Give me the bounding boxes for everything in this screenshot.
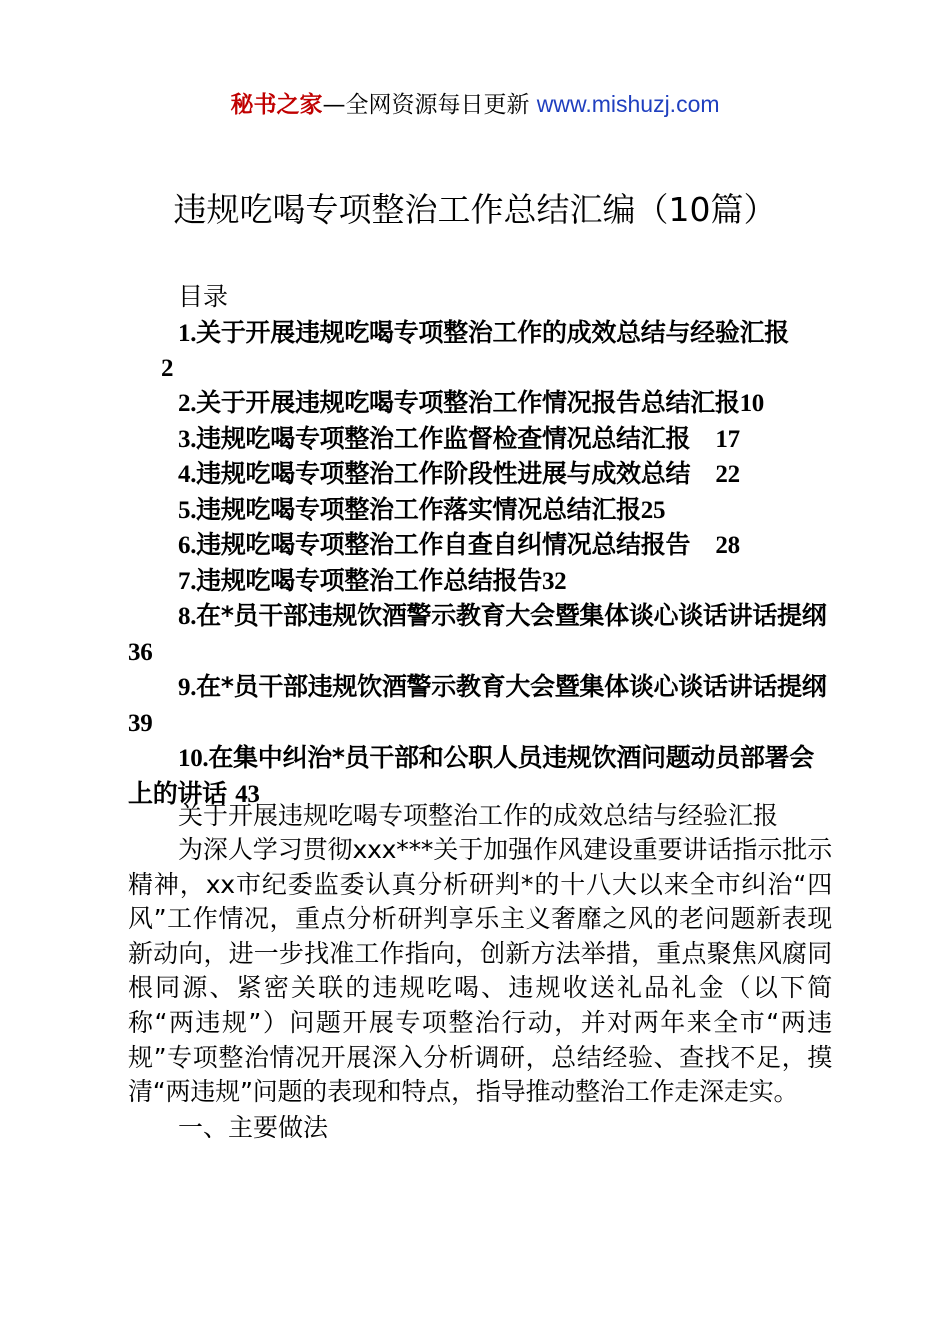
site-banner <box>0 88 950 121</box>
toc-item-number: 9. <box>178 674 197 701</box>
toc-item-number: 5. <box>178 496 197 524</box>
toc-item-page: 25 <box>640 496 666 524</box>
toc-item-number: 3. <box>178 425 197 453</box>
toc-item-text: 违规吃喝专项整治工作落实情况总结汇报 <box>196 494 641 524</box>
toc-item[interactable] <box>128 457 832 493</box>
toc-item-text: 在*员干部违规饮酒警示教育大会暨集体谈心谈话讲话提纲 <box>196 672 827 701</box>
toc-item-number: 6. <box>178 532 197 559</box>
toc-item-text: 在集中纠治*员干部和公职人员违规饮酒问题动员部署会上的讲话 <box>128 743 814 808</box>
toc-item[interactable] <box>128 316 832 386</box>
toc-item-page: 32 <box>541 567 567 595</box>
toc-item-number: 4. <box>178 461 197 488</box>
toc-item[interactable] <box>128 493 832 529</box>
toc-item-page: 43 <box>235 780 260 808</box>
document-body <box>128 798 832 1145</box>
toc-item-page: 36 <box>128 638 153 666</box>
toc-item[interactable] <box>128 599 832 670</box>
toc-item-number: 2. <box>178 390 197 417</box>
toc-item[interactable] <box>128 386 832 422</box>
toc-heading: 目录 <box>178 282 229 311</box>
toc-item[interactable] <box>128 422 832 458</box>
toc-item-page: 39 <box>128 709 153 737</box>
body-paragraph: 为深人学习贯彻xxx***关于加强作风建设重要讲话指示批示精神，xx市纪委监委认真分析研判*的十八大以来全市纠治“四风”工作情况，重点分析研判享乐主义奢靡之风的老问题新表现新动向，进一步找准工作指向，创新方法举措，重点聚焦风腐同根同源、紧密关联的违规吃喝、违规收送礼品礼金（以下简称“两违规”）问题开展专项整治行动，并对两年来全市“两违规”专项整治情况开展深入分析调研，总结经验、查找不足，摸清“两违规”问题的表现和特点，指导推动整治工作走深走实。 <box>128 835 832 1107</box>
section-title: 关于开展违规吃喝专项整治工作的成效总结与经验汇报 <box>178 801 779 830</box>
toc-item-text: 违规吃喝专项整治工作阶段性进展与成效总结 <box>196 459 691 488</box>
banner-tagline: —全网资源每日更新 <box>322 92 530 118</box>
toc-item-text: 违规吃喝专项整治工作总结报告 <box>196 565 542 595</box>
toc-item[interactable] <box>128 528 832 564</box>
toc-item-page: 10 <box>739 390 764 417</box>
document-title: 违规吃喝专项整治工作总结汇编（10篇） <box>173 190 777 229</box>
toc-item-text: 违规吃喝专项整治工作自查自纠情况总结报告 <box>196 530 691 559</box>
toc-item-number: 1. <box>178 320 197 347</box>
toc-item-text: 关于开展违规吃喝专项整治工作情况报告总结汇报 <box>196 388 740 417</box>
toc-item-text: 违规吃喝专项整治工作监督检查情况总结汇报 <box>196 423 691 453</box>
table-of-contents <box>128 316 832 812</box>
toc-item-page: 17 <box>715 425 740 453</box>
banner-brand: 秘书之家 <box>230 92 323 118</box>
toc-item-page: 2 <box>161 354 174 382</box>
banner-url-link[interactable]: www.mishuzj.com <box>536 91 720 117</box>
toc-item-number: 10. <box>178 745 209 772</box>
toc-item-page: 22 <box>715 461 740 488</box>
toc-item-page: 28 <box>715 532 740 559</box>
toc-item[interactable] <box>128 564 832 600</box>
toc-item-number: 8. <box>178 603 197 630</box>
toc-item-text: 关于开展违规吃喝专项整治工作的成效总结与经验汇报 <box>196 318 789 347</box>
toc-item-text: 在*员干部违规饮酒警示教育大会暨集体谈心谈话讲话提纲 <box>196 601 827 630</box>
section-heading: 一、主要做法 <box>178 1112 329 1142</box>
toc-item[interactable] <box>128 670 832 741</box>
toc-item-number: 7. <box>178 567 197 595</box>
